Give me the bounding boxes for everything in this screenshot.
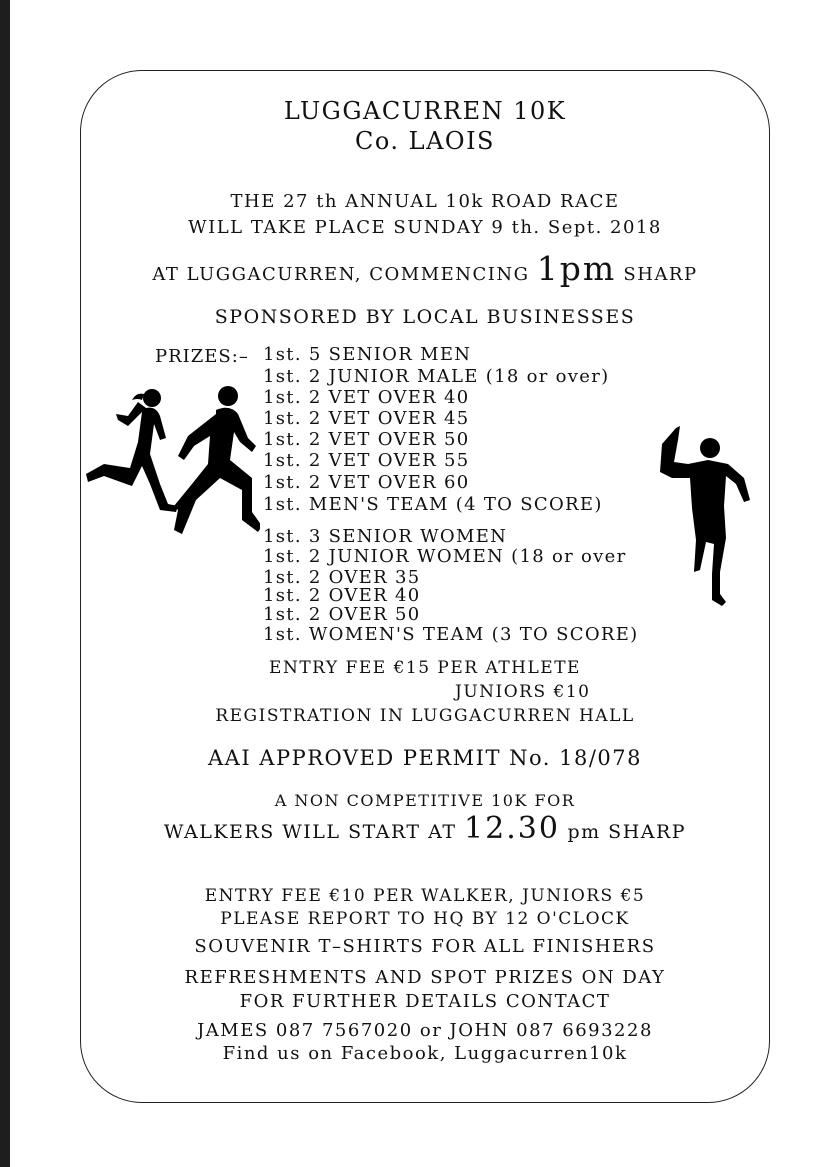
entry-fee-line: ENTRY FEE €15 PER ATHLETE [269,658,581,678]
poster-title: LUGGACURREN 10K [283,97,567,125]
prize-item: 1st. 2 VET OVER 55 [263,450,470,471]
report-line: PLEASE REPORT TO HQ BY 12 O'CLOCK [220,909,630,929]
left-edge-strip [0,0,10,1167]
prize-item: 1st. 2 JUNIOR MALE (18 or over) [263,366,610,387]
sponsor-line: SPONSORED BY LOCAL BUSINESSES [214,306,636,328]
walker-fee-line: ENTRY FEE €10 PER WALKER, JUNIORS €5 [204,886,646,906]
race-date-line: WILL TAKE PLACE SUNDAY 9 th. Sept. 2018 [188,217,662,238]
poster-county: Co. LAOIS [354,127,495,155]
commence-line [80,249,770,288]
prize-item: 1st. 2 OVER 40 [263,585,421,606]
walk-start-pre: WALKERS WILL START AT [163,821,465,843]
refreshments-line: REFRESHMENTS AND SPOT PRIZES ON DAY [184,967,666,988]
prize-item: 1st. 2 VET OVER 45 [263,408,470,429]
prize-item: 1st. 2 VET OVER 50 [263,429,470,450]
prize-item: 1st. 2 VET OVER 60 [263,472,470,493]
prize-item: 1st. 2 JUNIOR WOMEN (18 or over [263,546,627,567]
details-line: FOR FURTHER DETAILS CONTACT [239,991,611,1012]
prize-item: 1st. 2 VET OVER 40 [263,387,470,408]
prizes-label: PRIZES:– [155,346,249,367]
juniors-fee-line: JUNIORS €10 [455,682,591,702]
commence-post: SHARP [616,264,698,285]
prize-item: 1st. 5 SENIOR MEN [263,344,472,365]
facebook-line: Find us on Facebook, Luggacurren10k [222,1043,628,1064]
walk-start-line [80,811,770,846]
prize-item: 1st. 2 OVER 35 [263,567,421,588]
prize-item: 1st. WOMEN'S TEAM (3 TO SCORE) [263,624,639,645]
commence-pre: AT LUGGACURREN, COMMENCING [152,264,537,285]
annual-race-line: THE 27 th ANNUAL 10k ROAD RACE [230,191,620,212]
contact-line: JAMES 087 7567020 or JOHN 087 6693228 [197,1020,653,1041]
prize-item: 1st. 2 OVER 50 [263,604,421,625]
tshirt-line: SOUVENIR T–SHIRTS FOR ALL FINISHERS [194,936,656,957]
prize-item: 1st. 3 SENIOR WOMEN [263,526,508,547]
commence-time: 1pm [536,249,617,288]
registration-line: REGISTRATION IN LUGGACURREN HALL [215,706,635,726]
walk-start-time: 12.30 [464,811,560,846]
running-couple-silhouette-icon [80,382,260,552]
prize-item: 1st. MEN'S TEAM (4 TO SCORE) [263,494,603,515]
walk-intro-line: A NON COMPETITIVE 10K FOR [274,791,576,810]
sprinter-silhouette-icon [652,420,770,620]
walk-start-post: pm SHARP [559,821,687,843]
permit-line: AAI APPROVED PERMIT No. 18/078 [207,746,643,770]
